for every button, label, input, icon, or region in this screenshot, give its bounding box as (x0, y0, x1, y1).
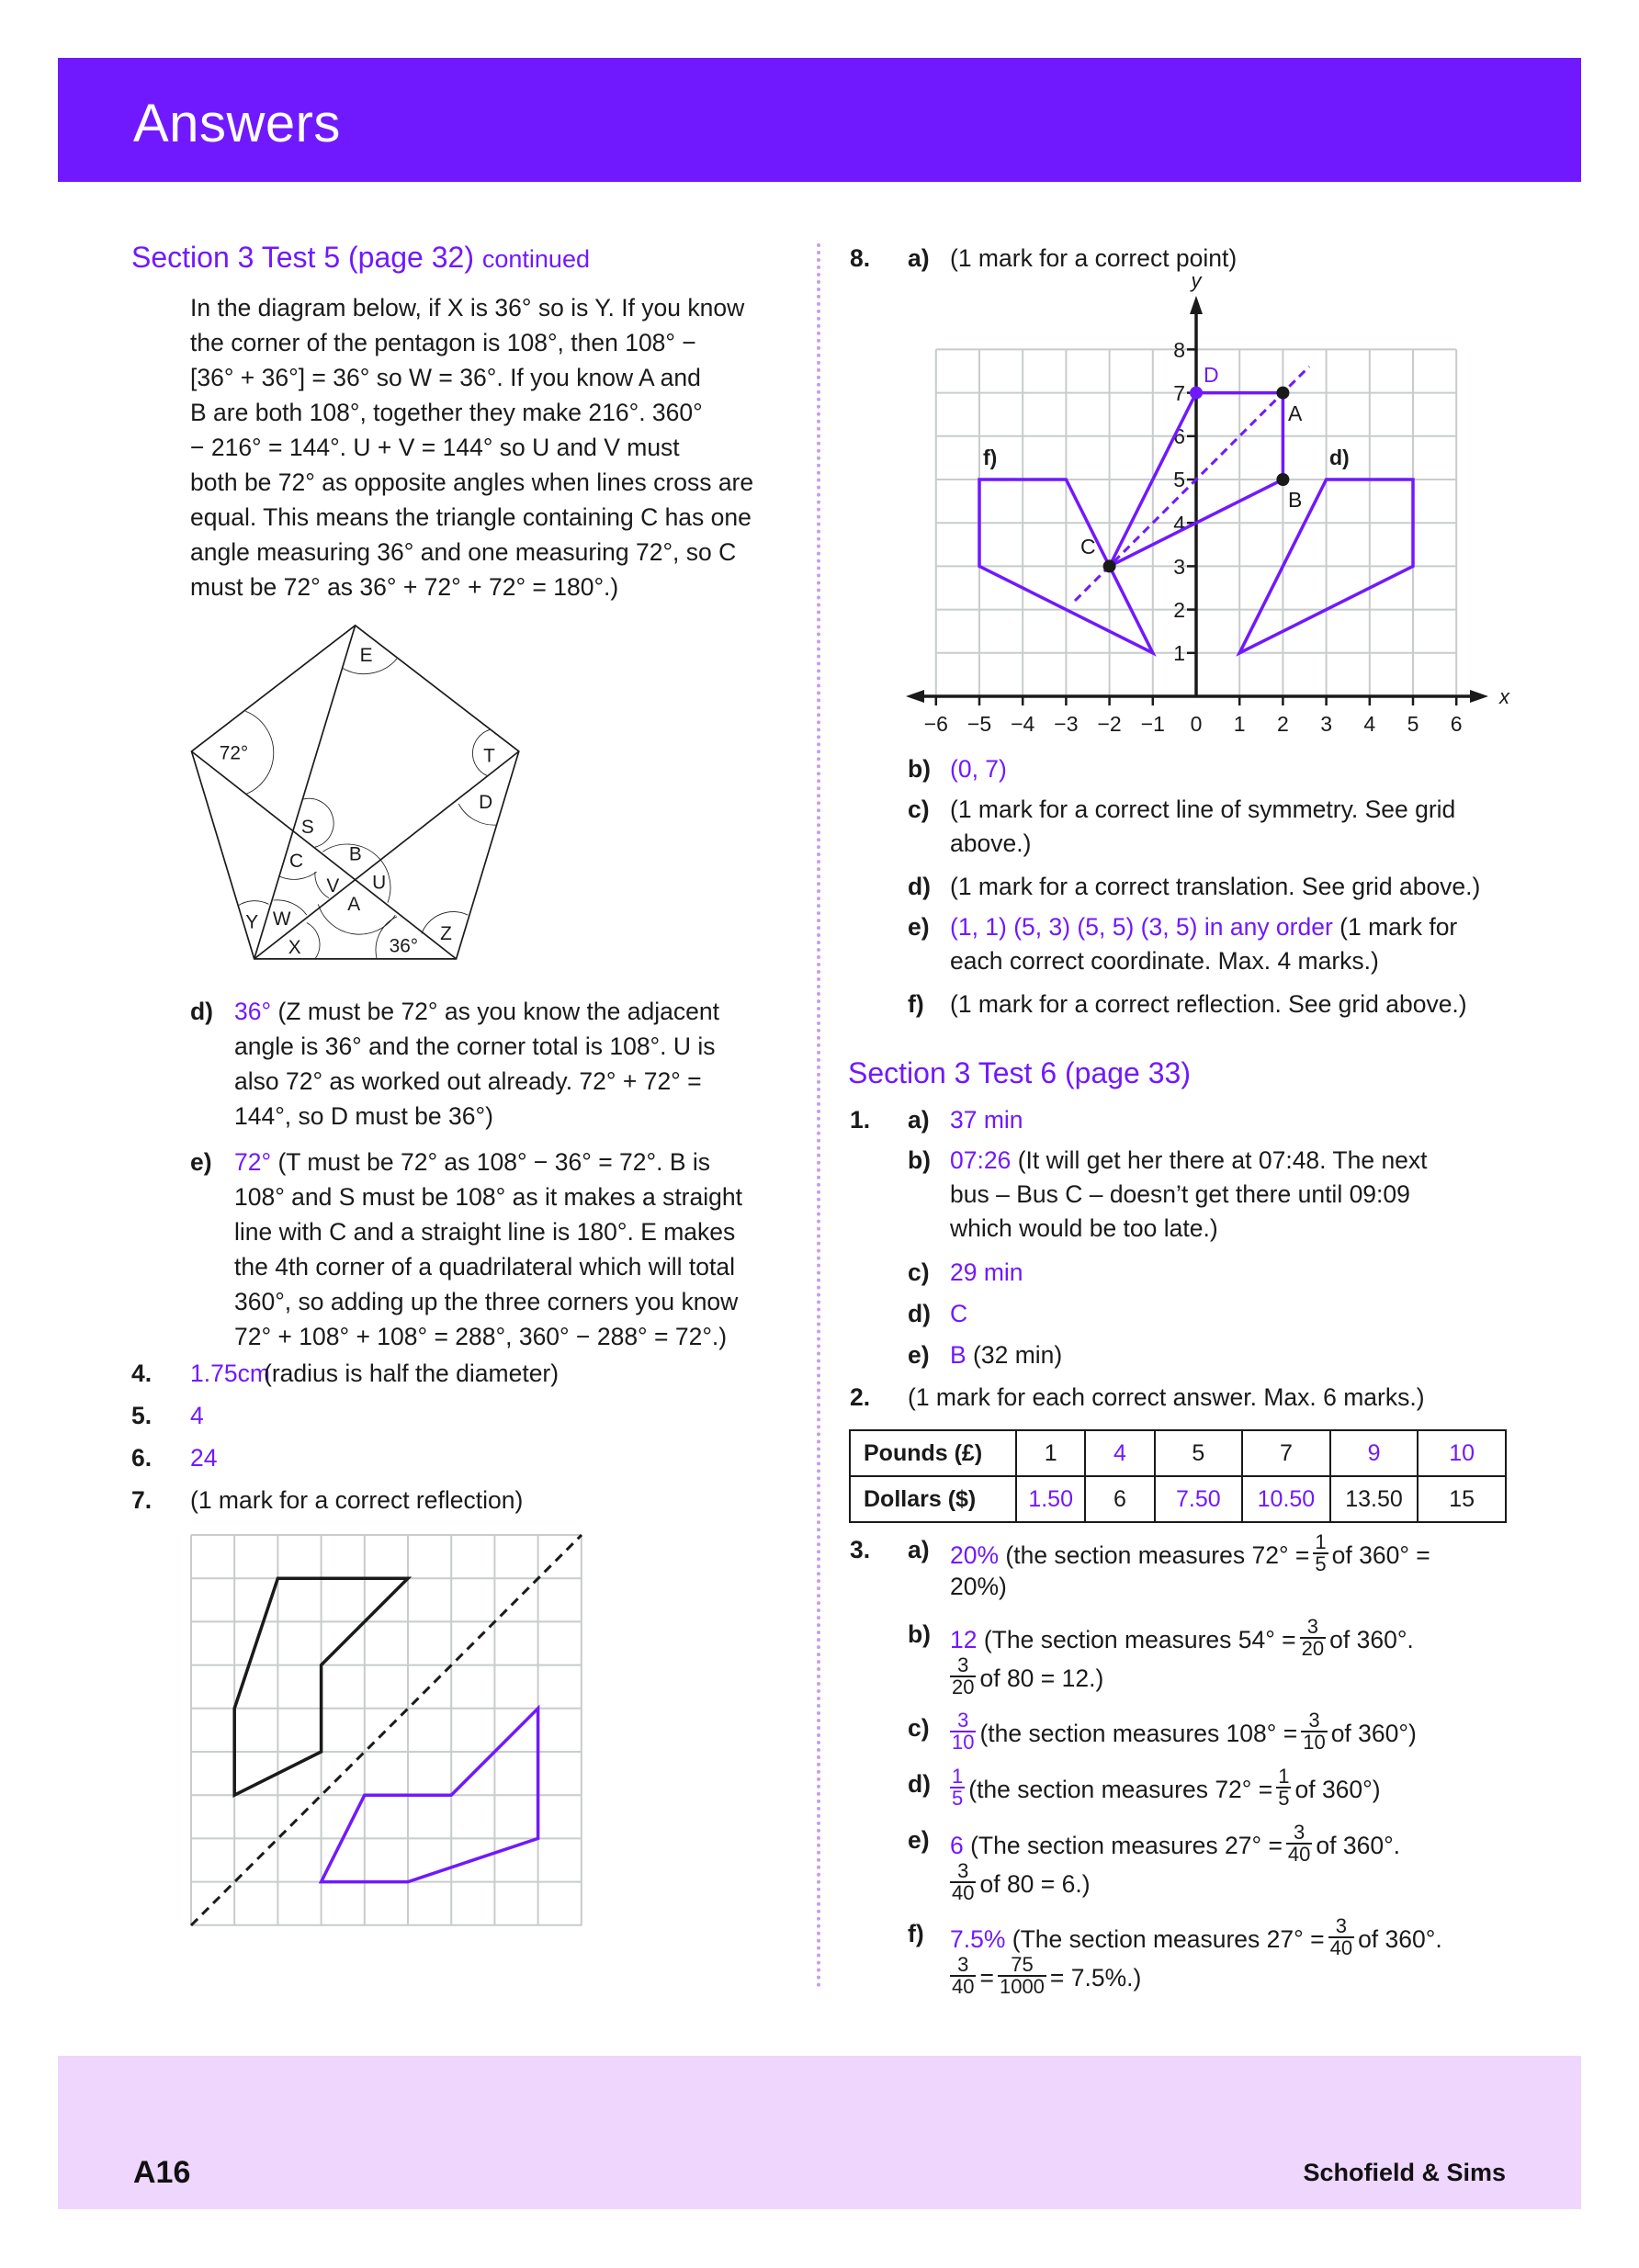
table-cell: 9 (1330, 1430, 1419, 1476)
table-cell: 13.50 (1330, 1476, 1419, 1522)
text-line: bus – Bus C – doesn’t get there until 09:09 (950, 1180, 1410, 1208)
y-axis-arrow-icon (1190, 296, 1203, 314)
item-label: c) (908, 1714, 930, 1742)
answer-fraction: $\frac{3}{10}$ (952, 1709, 975, 1754)
answer-note: (1 mark for a correct translation. See grid above.) (950, 873, 1481, 900)
row-header: Dollars ($) (850, 1476, 1016, 1522)
question-number: 6. (131, 1444, 153, 1472)
svg-text:A: A (1288, 401, 1303, 425)
text-line: (T must be 72° as 108° − 36° = 72°. B is (271, 1148, 711, 1176)
question-number: 5. (131, 1402, 153, 1429)
svg-text:D: D (479, 792, 493, 814)
text-run: of 360°. (1316, 1832, 1401, 1859)
answer-note: (1 mark for (1332, 913, 1458, 941)
t6-question-3a (850, 1530, 1430, 1600)
t6-answer-1c (908, 1258, 1023, 1287)
t6-answer-3e (908, 1821, 1401, 1904)
svg-text:3: 3 (1173, 555, 1185, 579)
item-label: a) (908, 244, 930, 272)
svg-text:D: D (1204, 363, 1219, 387)
text-line: B are both 108°, together they make 216°. 360° (190, 399, 703, 426)
text-run: = (979, 1964, 994, 1992)
answer-value: (0, 7) (950, 755, 1007, 783)
answer-note: (radius is half the diameter) (264, 1360, 560, 1387)
t6-answer-1d (908, 1300, 968, 1328)
header-band (58, 58, 1581, 182)
t6-question-2 (850, 1383, 1425, 1412)
item-label: e) (908, 913, 930, 941)
svg-text:T: T (483, 745, 495, 767)
svg-text:V: V (326, 874, 340, 897)
text-line: [36° + 36°] = 36° so W = 36°. If you know A and (190, 364, 701, 391)
table-cell: 1 (1016, 1430, 1085, 1476)
answer-value: 1.75cm (190, 1360, 270, 1387)
svg-text:U: U (372, 872, 387, 894)
svg-text:−5: −5 (966, 712, 992, 736)
question-7 (131, 1486, 524, 1515)
text-run: (The section measures 54° = (977, 1626, 1296, 1653)
answer-value: C (950, 1300, 968, 1327)
question-number: 2. (850, 1383, 871, 1411)
answer-note: (32 min) (966, 1341, 1063, 1369)
text-line: (It will get her there at 07:48. The next (1011, 1146, 1428, 1174)
t6-answer-3d (908, 1765, 1381, 1810)
t6-question-1a (850, 1106, 1023, 1134)
question-8a (850, 244, 1238, 273)
text-line: each correct coordinate. Max. 4 marks.) (950, 947, 1379, 975)
svg-text:E: E (359, 644, 373, 666)
svg-text:B: B (348, 843, 362, 865)
svg-text:7: 7 (1173, 381, 1185, 405)
fraction: $\frac{3}{40}$ (952, 1953, 975, 1998)
svg-text:X: X (288, 937, 301, 959)
fraction: $\frac{3}{20}$ (952, 1653, 975, 1698)
text-run: of 80 = 12.) (979, 1664, 1104, 1692)
fraction: $\frac{3}{40}$ (952, 1859, 975, 1904)
text-line: equal. This means the triangle containing C has one (190, 503, 752, 531)
svg-text:−6: −6 (923, 712, 948, 736)
svg-text:W: W (272, 908, 291, 930)
row-header: Pounds (£) (850, 1430, 1016, 1476)
item-label: c) (908, 1258, 930, 1286)
text-line: both be 72° as opposite angles when lines cross are (190, 468, 754, 496)
table-cell: 4 (1085, 1430, 1154, 1476)
point-b (1276, 473, 1289, 486)
answer-value: 37 min (950, 1106, 1023, 1134)
pentagon-diagram (175, 606, 542, 974)
item-label: b) (908, 1146, 932, 1174)
text-line: 108° and S must be 108° as it makes a straight (234, 1183, 742, 1211)
svg-text:y: y (1191, 276, 1202, 292)
item-label: c) (908, 795, 930, 823)
svg-text:6: 6 (1173, 424, 1185, 448)
svg-text:4: 4 (1173, 512, 1185, 536)
text-run: (the section measures 108° = (979, 1720, 1298, 1747)
table-cell: 7.50 (1155, 1476, 1243, 1522)
text-run: of 360°. (1329, 1626, 1414, 1653)
svg-text:x: x (1499, 685, 1509, 708)
answer-note: (1 mark for each correct answer. Max. 6 marks.) (908, 1383, 1425, 1411)
answer-note: (1 mark for a correct reflection) (190, 1486, 524, 1514)
question-number: 3. (850, 1536, 871, 1563)
svg-text:−3: −3 (1054, 712, 1079, 736)
section-heading-test6: Section 3 Test 6 (page 33) (848, 1056, 1191, 1089)
text-run: (the section measures 72° = (999, 1541, 1310, 1569)
svg-text:3: 3 (1320, 712, 1332, 736)
text-line: angle is 36° and the corner total is 108°. U is (234, 1032, 716, 1060)
svg-text:f): f) (983, 446, 998, 469)
fraction: $\frac{3}{40}$ (1329, 1914, 1353, 1959)
svg-text:Z: Z (440, 923, 452, 945)
table-cell: 15 (1418, 1476, 1506, 1522)
table-row (850, 1476, 1506, 1522)
text-line: In the diagram below, if X is 36° so is Y. If you know (190, 294, 745, 322)
fraction: $\frac{75}{1000}$ (999, 1953, 1045, 1998)
item-label: d) (908, 873, 932, 900)
point-d (1190, 387, 1203, 400)
intro-paragraph (190, 290, 797, 604)
text-line: the 4th corner of a quadrilateral which will total (234, 1253, 736, 1281)
point-a (1276, 387, 1289, 400)
question-4 (131, 1360, 560, 1388)
svg-text:B: B (1288, 488, 1303, 512)
svg-text:2: 2 (1173, 598, 1185, 622)
svg-text:2: 2 (1277, 712, 1289, 736)
item-label: a) (908, 1106, 930, 1134)
point-c (1103, 559, 1116, 572)
item-label: e) (908, 1341, 930, 1369)
answer-value: 6 (950, 1832, 964, 1859)
text-run: of 360°. (1358, 1925, 1442, 1953)
text-line: − 216° = 144°. U + V = 144° so U and V must (190, 434, 680, 461)
section-heading-test5 (131, 241, 590, 275)
svg-text:1: 1 (1173, 641, 1185, 665)
text-run: (The section measures 27° = (1005, 1925, 1325, 1953)
item-label: d) (190, 998, 214, 1025)
text-run: (the section measures 72° = (968, 1776, 1273, 1803)
publisher-name: Schofield & Sims (1303, 2159, 1506, 2186)
answer-value: 07:26 (950, 1146, 1012, 1174)
question-number: 1. (850, 1106, 871, 1134)
item-label: b) (908, 755, 932, 783)
fraction: $\frac{1}{5}$ (1278, 1765, 1290, 1810)
fraction: $\frac{1}{5}$ (1315, 1530, 1327, 1575)
item-label: f) (908, 1920, 924, 1947)
table-cell: 6 (1085, 1476, 1154, 1522)
item-label: e) (190, 1148, 212, 1176)
answer-8d (908, 873, 1481, 901)
text-line: 20%) (950, 1573, 1007, 1600)
answer-8f (908, 990, 1467, 1019)
answer-value: 36° (234, 998, 272, 1025)
item-label: a) (908, 1536, 930, 1563)
text-run: of 360°) (1330, 1720, 1417, 1747)
answer-value: (1, 1) (5, 3) (5, 5) (3, 5) in any order (950, 913, 1333, 941)
column-divider (817, 243, 820, 1989)
svg-text:Y: Y (245, 911, 259, 933)
text-run: of 360° = (1331, 1541, 1430, 1569)
answer-value: 12 (950, 1626, 978, 1653)
svg-text:1: 1 (1233, 712, 1246, 736)
table-cell: 1.50 (1016, 1476, 1085, 1522)
answer-8b (908, 755, 1007, 784)
coordinate-grid (891, 276, 1516, 753)
text-line: (1 mark for a correct line of symmetry. See grid (950, 795, 1456, 823)
text-line: must be 72° as 36° + 72° + 72° = 180°.) (190, 573, 619, 601)
answer-note: (1 mark for a correct point) (950, 244, 1238, 272)
reflection-grid (188, 1532, 593, 1933)
svg-text:6: 6 (1450, 712, 1463, 736)
text-line: which would be too late.) (950, 1214, 1218, 1242)
table-row (850, 1430, 1506, 1476)
svg-text:5: 5 (1407, 712, 1419, 736)
svg-text:72°: 72° (219, 742, 249, 764)
t6-answer-1e (908, 1341, 1063, 1370)
question-6 (131, 1444, 218, 1473)
text-line: line with C and a straight line is 180°. E makes (234, 1218, 736, 1246)
table-cell: 5 (1155, 1430, 1243, 1476)
svg-text:−1: −1 (1140, 712, 1165, 736)
svg-text:S: S (300, 817, 314, 839)
fraction: $\frac{3}{40}$ (1287, 1821, 1311, 1866)
table-cell: 10.50 (1242, 1476, 1330, 1522)
text-line: (Z must be 72° as you know the adjacent (271, 998, 719, 1025)
svg-text:d): d) (1329, 446, 1350, 469)
svg-text:A: A (347, 894, 361, 916)
text-line: also 72° as worked out already. 72° + 72° = (234, 1067, 702, 1095)
text-line: the corner of the pentagon is 108°, then 108° − (190, 329, 696, 356)
question-number: 4. (131, 1360, 153, 1387)
answer-fraction: $\frac{1}{5}$ (952, 1765, 964, 1810)
page-number: A16 (133, 2155, 191, 2190)
footer-band (58, 2056, 1581, 2209)
svg-text:36°: 36° (389, 935, 419, 957)
text-run: = 7.5%.) (1049, 1964, 1142, 1992)
item-label: e) (908, 1826, 930, 1854)
question-5 (131, 1402, 204, 1430)
table-cell: 10 (1418, 1430, 1506, 1476)
item-label: d) (908, 1300, 932, 1327)
svg-text:0: 0 (1190, 712, 1203, 736)
svg-text:4: 4 (1363, 712, 1376, 736)
t6-answer-3f (908, 1914, 1442, 1998)
conversion-table (849, 1429, 1507, 1523)
svg-text:C: C (1080, 535, 1096, 559)
svg-text:C: C (289, 851, 304, 873)
text-line: above.) (950, 829, 1032, 857)
answer-value: 72° (234, 1148, 272, 1176)
x-axis-left-arrow-icon (906, 690, 924, 703)
answer-value: B (950, 1341, 966, 1369)
question-number: 8. (850, 244, 871, 272)
svg-text:5: 5 (1173, 468, 1185, 491)
answer-note: (1 mark for a correct reflection. See grid above.) (950, 990, 1467, 1018)
fraction: $\frac{3}{10}$ (1303, 1709, 1326, 1754)
answer-value: 29 min (950, 1258, 1023, 1286)
item-label: b) (908, 1620, 932, 1648)
t6-answer-3c (908, 1709, 1417, 1754)
fraction: $\frac{3}{20}$ (1301, 1615, 1325, 1660)
answer-value: 7.5% (950, 1925, 1006, 1953)
question-number: 7. (131, 1486, 153, 1514)
text-line: 360°, so adding up the three corners you know (234, 1288, 739, 1315)
item-label: d) (908, 1770, 932, 1798)
answer-value: 4 (190, 1402, 204, 1429)
text-line: 144°, so D must be 36°) (234, 1102, 493, 1130)
svg-text:−4: −4 (1011, 712, 1035, 736)
item-label: f) (908, 990, 924, 1018)
section-title: Section 3 Test 5 (page 32) (131, 241, 474, 274)
text-run: (The section measures 27° = (963, 1832, 1283, 1859)
answer-value: 24 (190, 1444, 218, 1472)
table-cell: 7 (1242, 1430, 1330, 1476)
t6-answer-3b (908, 1615, 1414, 1698)
page-title: Answers (133, 94, 341, 153)
x-axis-right-arrow-icon (1470, 690, 1488, 703)
text-line: 72° + 108° + 108° = 288°, 360° − 288° = 72°.) (234, 1323, 728, 1350)
text-run: of 80 = 6.) (979, 1870, 1091, 1898)
text-line: angle measuring 36° and one measuring 72°, so C (190, 538, 737, 566)
svg-text:−2: −2 (1097, 712, 1122, 736)
text-run: of 360°) (1294, 1776, 1381, 1803)
mirror-line (191, 1535, 582, 1925)
answer-value: 20% (950, 1541, 1000, 1569)
svg-text:8: 8 (1173, 338, 1185, 362)
section-continued: continued (481, 245, 590, 273)
